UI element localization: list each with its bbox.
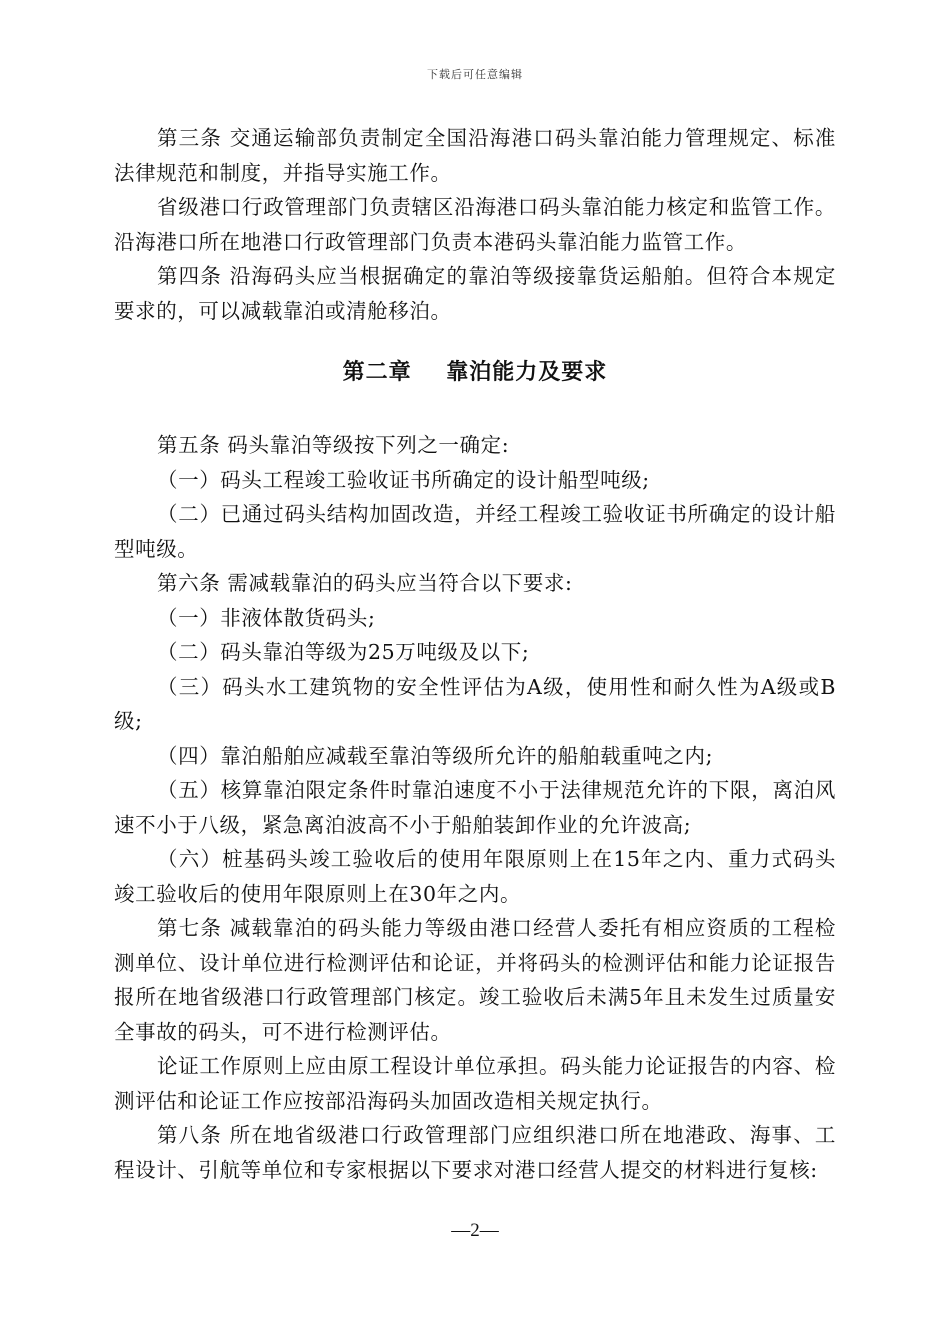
paragraph-item: （一）非液体散货码头; xyxy=(157,605,376,630)
page-number: —2— xyxy=(451,1220,499,1241)
paragraph-item: （五）核算靠泊限定条件时靠泊速度不小于法律规范允许的下限，离泊风速不小于八级，紧急离泊波高不小于船舶装卸作业的允许波高; xyxy=(114,778,836,837)
paragraph-demonstration: 论证工作原则上应由原工程设计单位承担。码头能力论证报告的内容、检测评估和论证工作应按部沿海码头加固改造相关规定执行。 xyxy=(114,1054,836,1113)
paragraph-article-7: 第七条 减载靠泊的码头能力等级由港口经营人委托有相应资质的工程检测单位、设计单位进行检测评估和论证，并将码头的检测评估和能力论证报告报所在地省级港口行政管理部门核定。竣工验收后未满5年且未发生过质量安全事故的码头，可不进行检测评估。 xyxy=(114,916,836,1044)
header-note: 下载后可任意编辑 xyxy=(427,68,523,81)
paragraph-item: （二）码头靠泊等级为25万吨级及以下; xyxy=(157,640,530,664)
paragraph-item: （一）码头工程竣工验收证书所确定的设计船型吨级; xyxy=(157,467,650,492)
paragraph-article-5: 第五条 码头靠泊等级按下列之一确定: xyxy=(157,433,510,457)
paragraph-item: （三）码头水工建筑物的安全性评估为A级，使用性和耐久性为A级或B级; xyxy=(114,674,836,733)
chapter-heading: 第二章 靠泊能力及要求 xyxy=(342,360,608,385)
paragraph-article-4: 第四条 沿海码头应当根据确定的靠泊等级接靠货运船舶。但符合本规定要求的，可以减载靠泊或清舱移泊。 xyxy=(114,264,836,323)
paragraph-item: （二）已通过码头结构加固改造，并经工程竣工验收证书所确定的设计船型吨级。 xyxy=(114,502,836,561)
paragraph-article-6: 第六条 需减载靠泊的码头应当符合以下要求: xyxy=(157,571,573,595)
paragraph-item: （四）靠泊船舶应减载至靠泊等级所允许的船舶载重吨之内; xyxy=(157,743,714,768)
paragraph-article-3: 第三条 交通运输部负责制定全国沿海港口码头靠泊能力管理规定、标准法律规范和制度，并指导实施工作。 xyxy=(114,126,836,185)
paragraph-article-8: 第八条 所在地省级港口行政管理部门应组织港口所在地港政、海事、工程设计、引航等单位和专家根据以下要求对港口经营人提交的材料进行复核: xyxy=(114,1123,836,1182)
paragraph-item: （六）桩基码头竣工验收后的使用年限原则上在15年之内、重力式码头竣工验收后的使用年限原则上在30年之内。 xyxy=(114,847,836,906)
paragraph-provincial-duty: 省级港口行政管理部门负责辖区沿海港口码头靠泊能力核定和监管工作。沿海港口所在地港口行政管理部门负责本港码头靠泊能力监管工作。 xyxy=(114,195,836,254)
document-body xyxy=(114,121,836,1187)
